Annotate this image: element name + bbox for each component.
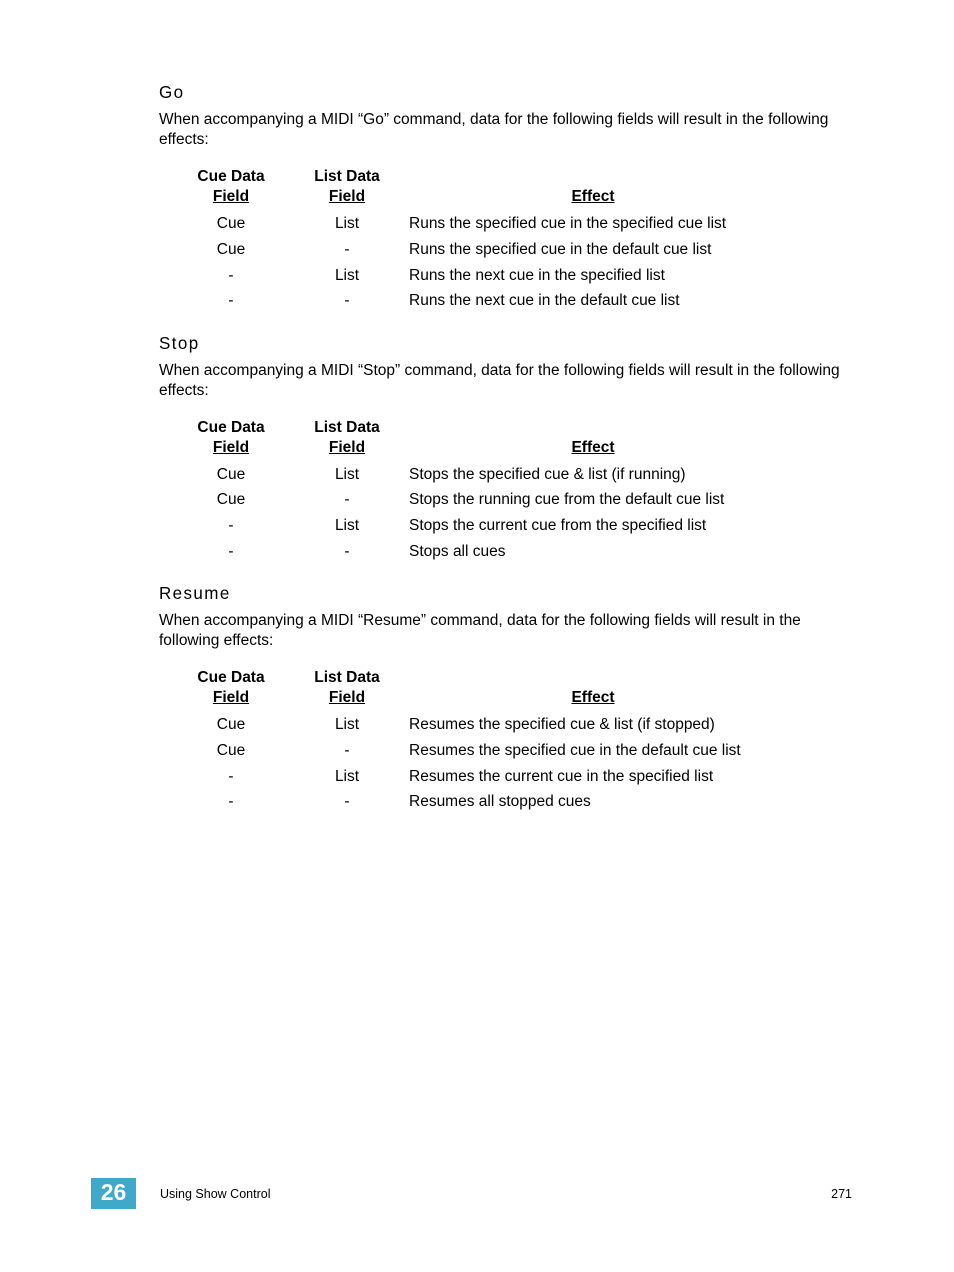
cell-cue: Cue [216,742,246,759]
cell-list: - [344,491,350,508]
cell-cue: Cue [216,491,246,508]
header-list-line2: Field [328,438,366,456]
cell-list: List [334,768,360,785]
chapter-badge: 26 [91,1178,136,1209]
cell-effect: Stops all cues [409,543,506,560]
cell-cue: - [228,543,234,560]
table-row [0,241,954,267]
section-intro: When accompanying a MIDI “Go” command, data for the following fields will result in the following effects: [159,111,829,148]
header-cue-data [181,418,281,457]
cell-list: - [344,292,350,309]
cell-effect: Runs the specified cue in the default cue list [409,241,712,258]
table-row [0,491,954,517]
cell-effect: Runs the next cue in the default cue list [409,292,680,309]
header-cue-line2: Field [212,688,250,706]
table-row [0,768,954,794]
cell-cue: - [228,292,234,309]
cell-effect: Stops the specified cue & list (if running) [409,466,686,483]
table-row [0,716,954,742]
header-list-line2: Field [328,187,366,205]
header-list-data [297,668,397,707]
cell-list: List [334,466,360,483]
header-effect: Effect [571,438,615,456]
cell-list: - [344,742,350,759]
header-list-line2: Field [328,688,366,706]
cell-cue: Cue [216,215,246,232]
header-effect: Effect [571,187,615,205]
cell-list: - [344,241,350,258]
table-row [0,793,954,819]
header-list-data [297,167,397,206]
header-cue-data [181,167,281,206]
table-row [0,742,954,768]
cell-cue: Cue [216,716,246,733]
cell-effect: Runs the specified cue in the specified cue list [409,215,727,232]
cell-effect: Resumes the current cue in the specified list [409,768,714,785]
cell-effect: Resumes the specified cue & list (if stopped) [409,716,715,733]
cell-cue: Cue [216,241,246,258]
header-list-line1: List Data [314,669,380,686]
cell-effect: Runs the next cue in the specified list [409,267,665,284]
table-row [0,466,954,492]
cell-list: List [334,716,360,733]
table-row [0,517,954,543]
table-row [0,267,954,293]
header-effect: Effect [571,688,615,706]
cell-cue: - [228,267,234,284]
cell-effect: Resumes the specified cue in the default cue list [409,742,741,759]
cell-cue: - [228,768,234,785]
header-list-line1: List Data [314,419,380,436]
cell-effect: Stops the current cue from the specified list [409,517,707,534]
header-cue-data [181,668,281,707]
cell-cue: Cue [216,466,246,483]
table-row [0,543,954,569]
cell-cue: - [228,793,234,810]
cell-list: List [334,517,360,534]
chapter-title: Using Show Control [160,1187,271,1201]
section-title: Go [159,82,185,103]
cell-list: List [334,267,360,284]
header-cue-line2: Field [212,187,250,205]
cell-list: - [344,543,350,560]
page-number: 271 [831,1187,852,1201]
header-list-data [297,418,397,457]
section-title: Resume [159,583,231,604]
header-list-line1: List Data [314,168,380,185]
cell-list: - [344,793,350,810]
section-title: Stop [159,333,200,354]
section-intro: When accompanying a MIDI “Stop” command, data for the following fields will result in the following effects: [159,362,840,399]
table-row [0,215,954,241]
cell-cue: - [228,517,234,534]
cell-list: List [334,215,360,232]
header-cue-line1: Cue Data [197,168,265,185]
cell-effect: Stops the running cue from the default cue list [409,491,725,508]
section-intro: When accompanying a MIDI “Resume” command, data for the following fields will result in the following effects: [159,612,801,649]
cell-effect: Resumes all stopped cues [409,793,591,810]
table-row [0,292,954,318]
header-cue-line1: Cue Data [197,419,265,436]
header-cue-line1: Cue Data [197,669,265,686]
header-cue-line2: Field [212,438,250,456]
